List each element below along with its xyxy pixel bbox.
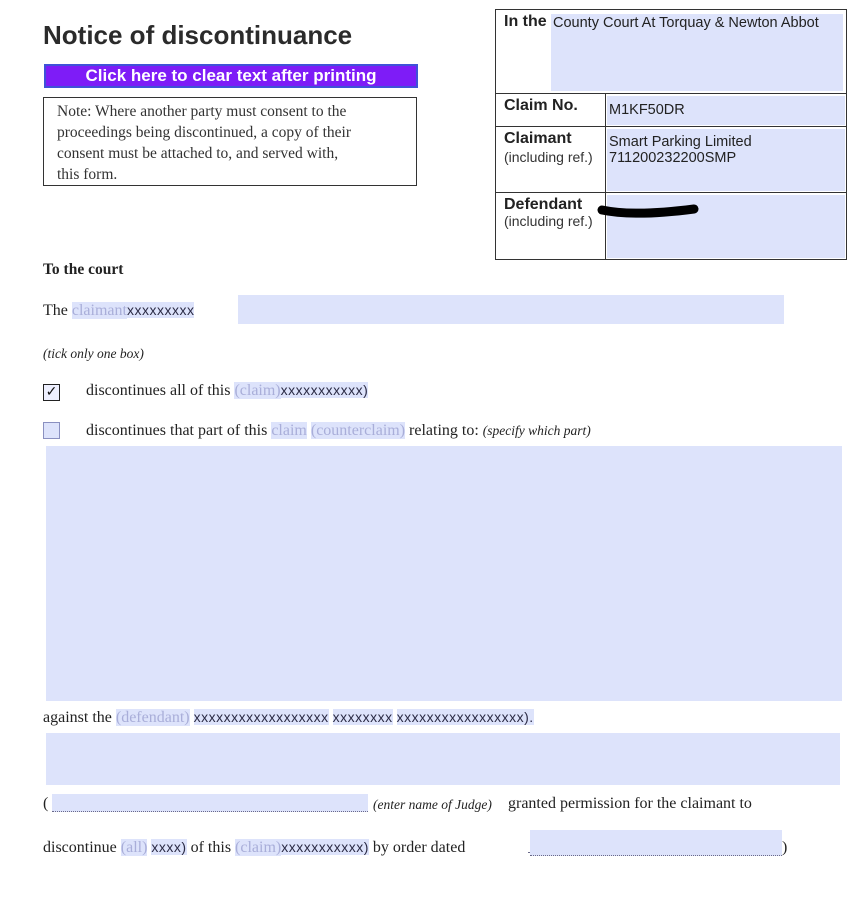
redaction-mark	[596, 197, 706, 221]
court-row	[496, 10, 847, 93]
claimant-line	[43, 302, 194, 320]
crossed-text: xxxxxxxx	[332, 709, 393, 725]
discontinue-line	[43, 839, 465, 857]
discontinue-word: discontinue	[43, 839, 117, 856]
claim-no-value: M1KF50DR	[609, 102, 685, 118]
claim-no-row	[496, 93, 847, 127]
in-the-label: In the	[504, 13, 547, 30]
claimant-ref: 711200232200SMP	[609, 150, 737, 166]
clear-text-button[interactable]: Click here to clear text after printing	[44, 64, 418, 88]
claim-option[interactable]: claim	[271, 422, 307, 439]
order-date-input[interactable]	[530, 830, 782, 856]
claimant-row	[496, 126, 847, 193]
part-description-textarea[interactable]	[46, 446, 842, 701]
claimant-option[interactable]: claimant	[71, 302, 127, 319]
note-line: consent must be attached to, and served with,	[57, 145, 339, 162]
claim-no-label: Claim No.	[504, 97, 578, 114]
case-info-table	[495, 9, 847, 260]
court-name-field[interactable]	[551, 14, 843, 91]
option-part-text: discontinues that part of this	[86, 422, 268, 439]
divider	[605, 127, 606, 193]
option-part-line	[86, 422, 591, 440]
judge-hint: (enter name of Judge)	[373, 797, 492, 812]
crossed-text: xxxx)	[151, 839, 187, 855]
divider	[605, 94, 606, 127]
counterclaim-option[interactable]: (counterclaim)	[310, 422, 406, 439]
crossed-text: xxxxxxxxxxx)	[280, 382, 369, 398]
discontinue-all-checkbox[interactable]: ✓	[43, 384, 60, 401]
defendant-name-input[interactable]	[46, 733, 840, 785]
tick-hint: (tick only one box)	[43, 346, 144, 361]
granted-text: granted permission for the claimant to	[508, 795, 752, 812]
option-all-text: discontinues all of this	[86, 382, 231, 399]
discontinue-part-checkbox[interactable]	[43, 422, 60, 439]
defendant-label: Defendant	[504, 196, 583, 213]
specify-hint: (specify which part)	[482, 423, 591, 438]
to-court-heading: To the court	[43, 261, 124, 278]
judge-name-input[interactable]	[52, 794, 368, 812]
crossed-text: xxxxxxxxxxx)	[281, 839, 369, 855]
claim-option[interactable]: (claim)	[235, 839, 282, 856]
option-all-line	[86, 382, 368, 400]
note-line: proceedings being discontinued, a copy of their	[57, 124, 351, 141]
note-line: this form.	[57, 166, 118, 183]
claimant-crossed: xxxxxxxxx	[126, 302, 195, 318]
crossed-text: xxxxxxxxxxxxxxxxxx	[193, 709, 329, 725]
court-name: County Court At Torquay & Newton Abbot	[553, 15, 819, 31]
defendant-row	[496, 192, 847, 260]
claimant-name-input[interactable]	[238, 295, 784, 324]
defendant-sub-label: (including ref.)	[504, 213, 593, 229]
by-order-text: by order dated	[372, 839, 466, 856]
against-line	[43, 709, 534, 727]
open-paren: (	[43, 795, 49, 812]
claimant-sub-label: (including ref.)	[504, 149, 593, 165]
defendant-option[interactable]: (defendant)	[115, 709, 190, 726]
claimant-label: Claimant	[504, 130, 572, 147]
relating-to: relating to:	[409, 422, 479, 439]
the-word: The	[43, 302, 68, 319]
claimant-name: Smart Parking Limited	[609, 134, 752, 150]
of-this: of this	[190, 839, 232, 856]
form-title: Notice of discontinuance	[43, 20, 353, 50]
all-option[interactable]: (all)	[120, 839, 148, 856]
note-line: Note: Where another party must consent to the	[57, 103, 347, 120]
claim-no-field[interactable]	[607, 96, 845, 125]
claim-option[interactable]: (claim)	[234, 382, 281, 399]
crossed-text: xxxxxxxxxxxxxxxxx).	[396, 709, 534, 725]
consent-note	[43, 97, 417, 186]
against-word: against the	[43, 709, 112, 726]
close-paren: )	[782, 839, 788, 856]
claimant-field[interactable]	[607, 129, 845, 191]
